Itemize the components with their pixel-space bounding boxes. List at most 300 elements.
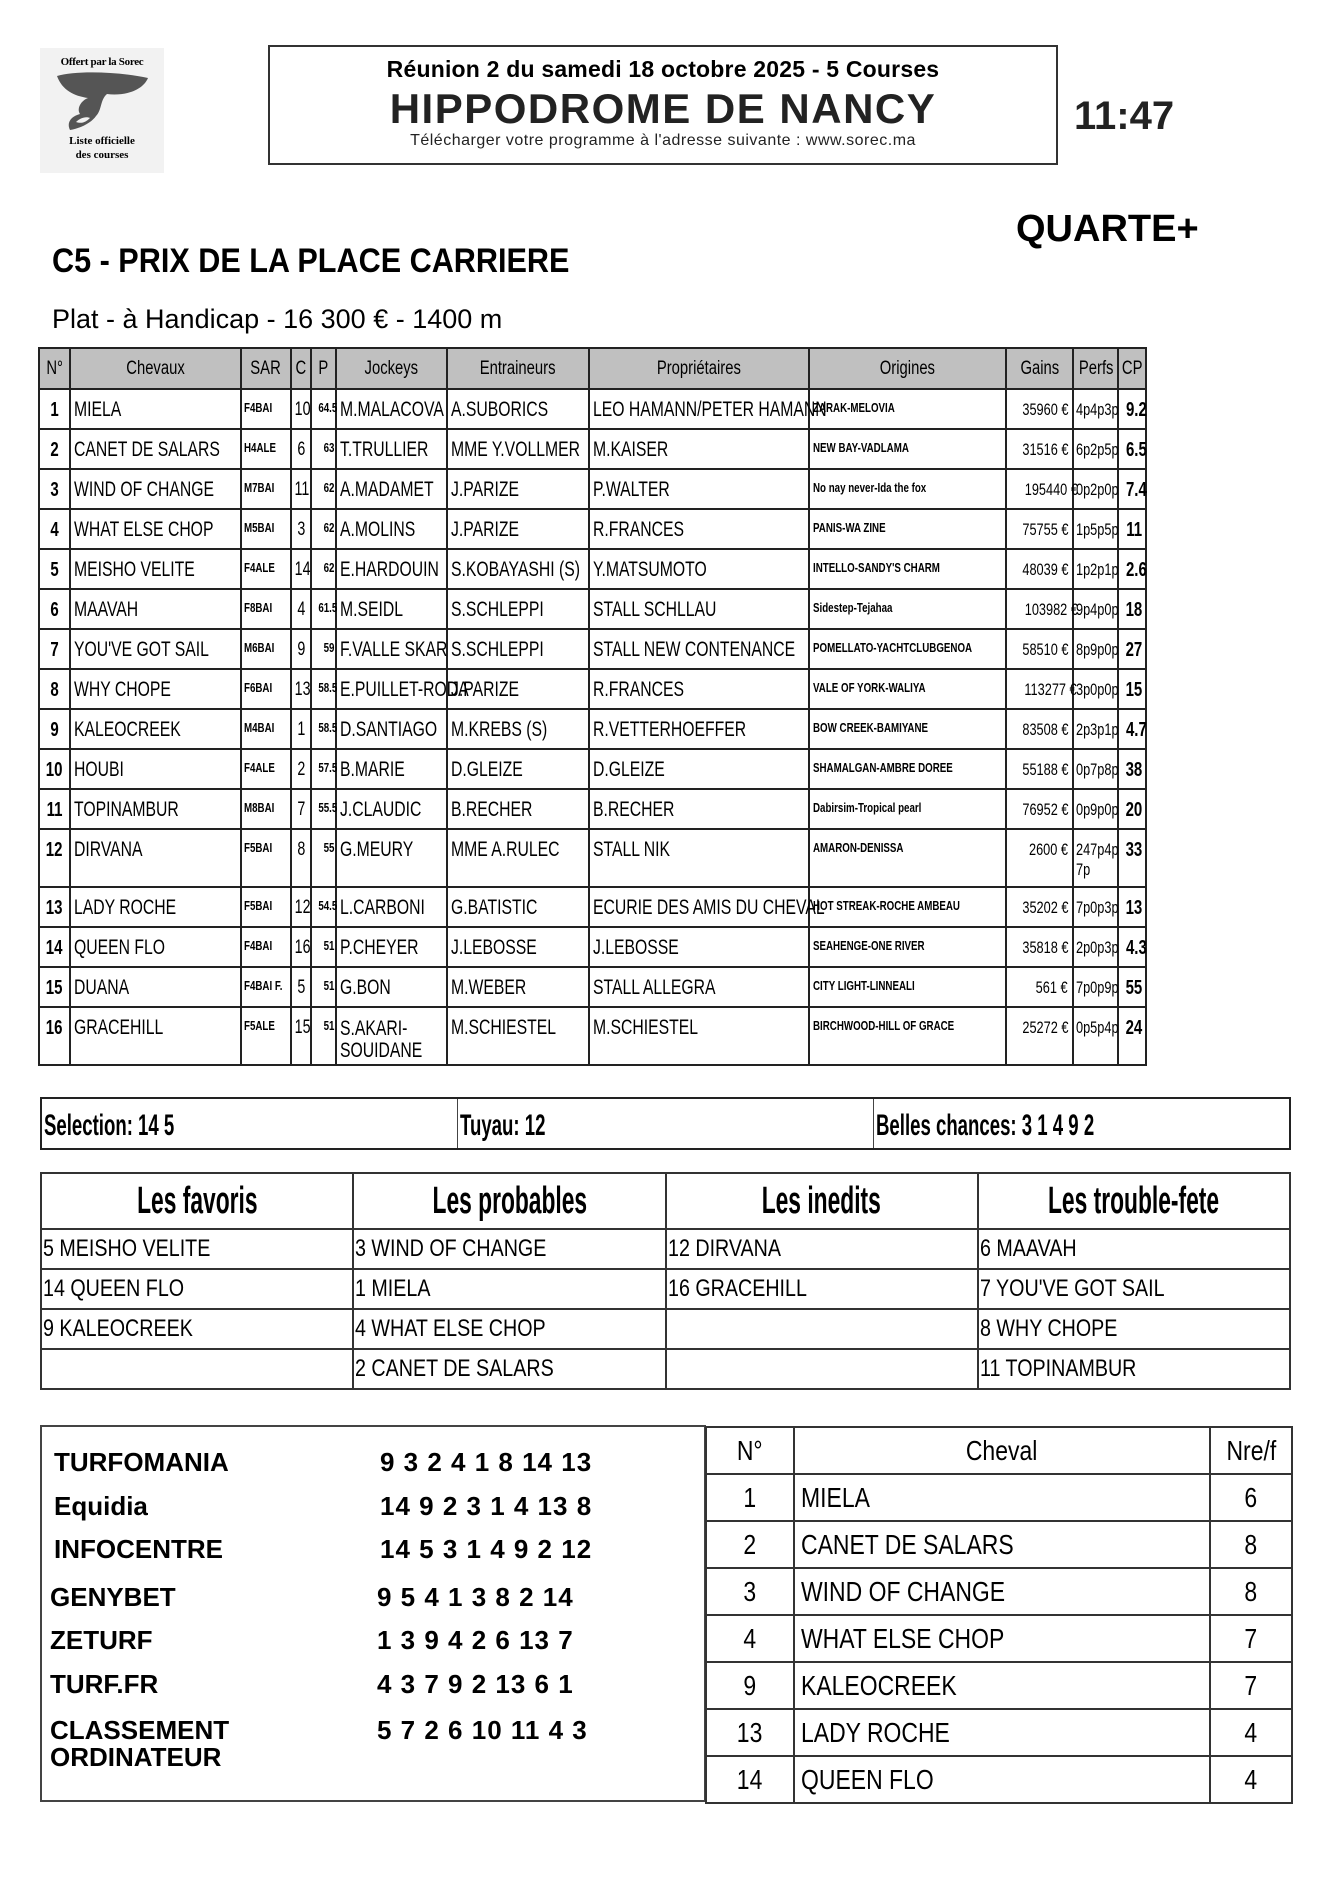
logo-top-text: Offert par la Sorec [60, 56, 144, 68]
press-source: ZETURF [50, 1625, 153, 1655]
citation-row [706, 1615, 1292, 1662]
runner-number-cell: 14 [39, 927, 70, 967]
citations-table [705, 1426, 1293, 1804]
press-source: GENYBET [50, 1582, 176, 1612]
cote-probable-cell: 9.2 [1118, 389, 1146, 429]
sex-age-coat-cell: F5BAI [241, 829, 291, 887]
citation-count: 4 [1210, 1709, 1292, 1756]
trainer-cell: MME Y.VOLLMER [447, 429, 589, 469]
trainer-cell: J.LEBOSSE [447, 927, 589, 967]
gains-cell: 48039 € [1006, 549, 1073, 589]
runner-row [39, 789, 1146, 829]
origins-cell: SEAHENGE-ONE RIVER [809, 927, 1006, 967]
inedit-cell: 16 GRACEHILL [666, 1269, 978, 1309]
press-numbers: 9 5 4 1 3 8 2 14 [377, 1582, 574, 1612]
origins-cell: BIRCHWOOD-HILL OF GRACE [809, 1007, 1006, 1065]
runner-row [39, 629, 1146, 669]
col-header-owner: Propriétaires [589, 348, 809, 389]
gains-cell: 561 € [1006, 967, 1073, 1007]
origins-cell: CITY LIGHT-LINNEALI [809, 967, 1006, 1007]
download-link-text: Télécharger votre programme à l'adresse suivante : www.sorec.ma [410, 132, 916, 149]
trainer-cell: A.SUBORICS [447, 389, 589, 429]
runner-row [39, 429, 1146, 469]
citation-horse: QUEEN FLO [794, 1756, 1210, 1803]
trainer-cell: M.SCHIESTEL [447, 1007, 589, 1065]
jockey-cell: F.VALLE SKAR [336, 629, 447, 669]
owner-cell: P.WALTER [589, 469, 809, 509]
favori-cell: 5 MEISHO VELITE [41, 1229, 353, 1269]
origins-cell: INTELLO-SANDY'S CHARM [809, 549, 1006, 589]
jockey-cell: D.SANTIAGO [336, 709, 447, 749]
owner-cell: D.GLEIZE [589, 749, 809, 789]
citation-count: 6 [1210, 1474, 1292, 1521]
citation-number: 9 [706, 1662, 794, 1709]
citations-header-count: Nre/f [1210, 1427, 1292, 1474]
gains-cell: 58510 € [1006, 629, 1073, 669]
sex-age-coat-cell: M8BAI [241, 789, 291, 829]
horse-name-cell: WIND OF CHANGE [70, 469, 241, 509]
citation-horse: WHAT ELSE CHOP [794, 1615, 1210, 1662]
col-header-jockey: Jockeys [336, 348, 447, 389]
citation-horse: WIND OF CHANGE [794, 1568, 1210, 1615]
jockey-cell: J.CLAUDIC [336, 789, 447, 829]
runner-number-cell: 8 [39, 669, 70, 709]
horse-name-cell: MAAVAH [70, 589, 241, 629]
owner-cell: STALL SCHLLAU [589, 589, 809, 629]
citation-horse: CANET DE SALARS [794, 1521, 1210, 1568]
sex-age-coat-cell: F4BAI [241, 927, 291, 967]
origins-cell: AMARON-DENISSA [809, 829, 1006, 887]
cote-probable-cell: 27 [1118, 629, 1146, 669]
perfs-cell: 1p2p1p [1073, 549, 1118, 589]
citation-count: 7 [1210, 1662, 1292, 1709]
owner-cell: R.FRANCES [589, 669, 809, 709]
cote-probable-cell: 7.4 [1118, 469, 1146, 509]
draw-cell: 5 [291, 967, 311, 1007]
citations-header-row [706, 1427, 1292, 1474]
picks-header-favoris: Les favoris [41, 1173, 353, 1229]
weight-cell: 62 [311, 509, 336, 549]
origins-cell: No nay never-Ida the fox [809, 469, 1006, 509]
origins-cell: BOW CREEK-BAMIYANE [809, 709, 1006, 749]
runner-row [39, 549, 1146, 589]
citations-header-horse: Cheval [794, 1427, 1210, 1474]
jockey-cell: B.MARIE [336, 749, 447, 789]
perfs-cell: 3p0p0p [1073, 669, 1118, 709]
sex-age-coat-cell: M4BAI [241, 709, 291, 749]
runner-number-cell: 16 [39, 1007, 70, 1065]
selection-cell: Selection: 14 5 [42, 1099, 458, 1148]
owner-cell: STALL NIK [589, 829, 809, 887]
draw-cell: 6 [291, 429, 311, 469]
jockey-cell: A.MOLINS [336, 509, 447, 549]
perfs-cell: 6p2p5p [1073, 429, 1118, 469]
draw-cell: 14 [291, 549, 311, 589]
gains-cell: 103982 € [1006, 589, 1073, 629]
owner-cell: M.KAISER [589, 429, 809, 469]
perfs-cell: 2p0p3p [1073, 927, 1118, 967]
horse-name-cell: WHAT ELSE CHOP [70, 509, 241, 549]
col-header-num: N° [39, 348, 70, 389]
meeting-info: Réunion 2 du samedi 18 octobre 2025 - 5 Courses [386, 56, 940, 82]
press-numbers: 5 7 2 6 10 11 4 3 [377, 1715, 588, 1745]
draw-cell: 8 [291, 829, 311, 887]
weight-cell: 62 [311, 469, 336, 509]
sex-age-coat-cell: F5BAI [241, 887, 291, 927]
gains-cell: 35960 € [1006, 389, 1073, 429]
cote-probable-cell: 6.5 [1118, 429, 1146, 469]
draw-cell: 11 [291, 469, 311, 509]
trainer-cell: J.PARIZE [447, 669, 589, 709]
col-header-perfs: Perfs [1073, 348, 1118, 389]
trainer-cell: G.BATISTIC [447, 887, 589, 927]
trainer-cell: B.RECHER [447, 789, 589, 829]
trainer-cell: M.KREBS (S) [447, 709, 589, 749]
press-numbers: 9 3 2 4 1 8 14 13 [380, 1447, 593, 1477]
citations-header-num: N° [706, 1427, 794, 1474]
runner-row [39, 669, 1146, 709]
race-title: C5 - PRIX DE LA PLACE CARRIERE [52, 242, 570, 280]
horse-name-cell: HOUBI [70, 749, 241, 789]
trainer-cell: D.GLEIZE [447, 749, 589, 789]
press-numbers: 14 9 2 3 1 4 13 8 [380, 1491, 593, 1521]
picks-header-inedits: Les inedits [666, 1173, 978, 1229]
jockey-cell: G.BON [336, 967, 447, 1007]
horse-name-cell: QUEEN FLO [70, 927, 241, 967]
jockey-cell: S.AKARI-SOUIDANE [336, 1007, 447, 1065]
press-source: Equidia [54, 1491, 148, 1521]
weight-cell: 51 [311, 1007, 336, 1065]
press-numbers: 14 5 3 1 4 9 2 12 [380, 1534, 593, 1564]
cote-probable-cell: 11 [1118, 509, 1146, 549]
runners-header-row [39, 348, 1146, 389]
perfs-cell: 4p4p3p [1073, 389, 1118, 429]
cote-probable-cell: 4.7 [1118, 709, 1146, 749]
press-numbers: 4 3 7 9 2 13 6 1 [377, 1669, 574, 1699]
probable-cell: 3 WIND OF CHANGE [353, 1229, 665, 1269]
draw-cell: 9 [291, 629, 311, 669]
runner-row [39, 469, 1146, 509]
col-header-horse: Chevaux [70, 348, 241, 389]
weight-cell: 62 [311, 549, 336, 589]
trainer-cell: S.SCHLEPPI [447, 629, 589, 669]
origins-cell: SHAMALGAN-AMBRE DOREE [809, 749, 1006, 789]
jockey-cell: E.HARDOUIN [336, 549, 447, 589]
gains-cell: 31516 € [1006, 429, 1073, 469]
citation-count: 7 [1210, 1615, 1292, 1662]
horse-name-cell: MIELA [70, 389, 241, 429]
sex-age-coat-cell: M7BAI [241, 469, 291, 509]
picks-row [41, 1269, 1290, 1309]
horse-name-cell: LADY ROCHE [70, 887, 241, 927]
picks-row [41, 1229, 1290, 1269]
citation-number: 14 [706, 1756, 794, 1803]
citation-count: 8 [1210, 1521, 1292, 1568]
gains-cell: 195440 € [1006, 469, 1073, 509]
citation-number: 1 [706, 1474, 794, 1521]
perfs-cell: 0p5p4p [1073, 1007, 1118, 1065]
horse-name-cell: YOU'VE GOT SAIL [70, 629, 241, 669]
col-header-cp: CP [1118, 348, 1146, 389]
draw-cell: 3 [291, 509, 311, 549]
jockey-cell: L.CARBONI [336, 887, 447, 927]
horse-name-cell: KALEOCREEK [70, 709, 241, 749]
trouble-fete-cell: 11 TOPINAMBUR [978, 1349, 1290, 1389]
perfs-cell: 0p9p0p [1073, 789, 1118, 829]
cote-probable-cell: 24 [1118, 1007, 1146, 1065]
weight-cell: 54.5 [311, 887, 336, 927]
picks-row [41, 1309, 1290, 1349]
origins-cell: HOT STREAK-ROCHE AMBEAU [809, 887, 1006, 927]
citation-count: 4 [1210, 1756, 1292, 1803]
horse-name-cell: GRACEHILL [70, 1007, 241, 1065]
col-header-c: C [291, 348, 311, 389]
gains-cell: 35202 € [1006, 887, 1073, 927]
perfs-cell: 0p2p0p [1073, 469, 1118, 509]
runner-row [39, 887, 1146, 927]
horse-name-cell: MEISHO VELITE [70, 549, 241, 589]
press-source: TURF.FR [50, 1669, 159, 1699]
origins-cell: Dabirsim-Tropical pearl [809, 789, 1006, 829]
sex-age-coat-cell: F8BAI [241, 589, 291, 629]
perfs-cell: 247p4p7p [1073, 829, 1118, 887]
horse-head-icon [52, 70, 152, 134]
citation-row [706, 1756, 1292, 1803]
sex-age-coat-cell: F5ALE [241, 1007, 291, 1065]
press-numbers: 1 3 9 4 2 6 13 7 [377, 1625, 574, 1655]
citation-horse: KALEOCREEK [794, 1662, 1210, 1709]
sex-age-coat-cell: M5BAI [241, 509, 291, 549]
weight-cell: 58.5 [311, 709, 336, 749]
horse-name-cell: WHY CHOPE [70, 669, 241, 709]
picks-header-row [41, 1173, 1290, 1229]
citation-row [706, 1662, 1292, 1709]
sorec-logo [40, 48, 164, 173]
venue-title: HIPPODROME DE NANCY [389, 85, 937, 132]
weight-cell: 55 [311, 829, 336, 887]
weight-cell: 55.5 [311, 789, 336, 829]
citation-count: 8 [1210, 1568, 1292, 1615]
citation-row [706, 1521, 1292, 1568]
cote-probable-cell: 4.3 [1118, 927, 1146, 967]
horse-name-cell: DUANA [70, 967, 241, 1007]
runner-number-cell: 4 [39, 509, 70, 549]
citation-number: 4 [706, 1615, 794, 1662]
tuyau-cell: Tuyau: 12 [458, 1099, 874, 1148]
origins-cell: POMELLATO-YACHTCLUBGENOA [809, 629, 1006, 669]
gains-cell: 76952 € [1006, 789, 1073, 829]
cote-probable-cell: 38 [1118, 749, 1146, 789]
sex-age-coat-cell: F4ALE [241, 749, 291, 789]
picks-table [40, 1172, 1291, 1390]
race-subtitle: Plat - à Handicap - 16 300 € - 1400 m [52, 304, 503, 334]
draw-cell: 16 [291, 927, 311, 967]
probable-cell: 2 CANET DE SALARS [353, 1349, 665, 1389]
perfs-cell: 1p5p5p [1073, 509, 1118, 549]
weight-cell: 57.5 [311, 749, 336, 789]
favori-cell [41, 1349, 353, 1389]
cote-probable-cell: 20 [1118, 789, 1146, 829]
col-header-sar: SAR [241, 348, 291, 389]
col-header-p: P [311, 348, 336, 389]
runners-table [38, 347, 1147, 1066]
press-source: TURFOMANIA [54, 1447, 229, 1477]
jockey-cell: E.PUILLET-RODA [336, 669, 447, 709]
gains-cell: 35818 € [1006, 927, 1073, 967]
weight-cell: 64.5 [311, 389, 336, 429]
horse-name-cell: CANET DE SALARS [70, 429, 241, 469]
owner-cell: STALL NEW CONTENANCE [589, 629, 809, 669]
cote-probable-cell: 33 [1118, 829, 1146, 887]
weight-cell: 63 [311, 429, 336, 469]
jockey-cell: T.TRULLIER [336, 429, 447, 469]
col-header-trainer: Entraineurs [447, 348, 589, 389]
probable-cell: 4 WHAT ELSE CHOP [353, 1309, 665, 1349]
logo-bottom-text-2: des courses [75, 149, 129, 161]
runner-row [39, 749, 1146, 789]
weight-cell: 51 [311, 927, 336, 967]
gains-cell: 113277 € [1006, 669, 1073, 709]
citation-row [706, 1568, 1292, 1615]
citation-number: 2 [706, 1521, 794, 1568]
runner-number-cell: 1 [39, 389, 70, 429]
jockey-cell: M.SEIDL [336, 589, 447, 629]
perfs-cell: 7p0p9p [1073, 967, 1118, 1007]
picks-header-trouble-fete: Les trouble-fete [978, 1173, 1290, 1229]
runner-number-cell: 5 [39, 549, 70, 589]
runner-row [39, 1007, 1146, 1065]
runner-number-cell: 2 [39, 429, 70, 469]
press-source: CLASSEMENT ORDINATEUR [50, 1715, 230, 1772]
trainer-cell: S.KOBAYASHI (S) [447, 549, 589, 589]
origins-cell: NEW BAY-VADLAMA [809, 429, 1006, 469]
sex-age-coat-cell: F6BAI [241, 669, 291, 709]
trainer-cell: S.SCHLEPPI [447, 589, 589, 629]
origins-cell: VALE OF YORK-WALIYA [809, 669, 1006, 709]
origins-cell: PANIS-WA ZINE [809, 509, 1006, 549]
perfs-cell: 7p0p3p [1073, 887, 1118, 927]
belles-chances-cell: Belles chances: 3 1 4 9 2 [876, 1109, 1095, 1142]
sex-age-coat-cell: F4BAI F. [241, 967, 291, 1007]
weight-cell: 58.5 [311, 669, 336, 709]
owner-cell: B.RECHER [589, 789, 809, 829]
inedit-cell: 12 DIRVANA [666, 1229, 978, 1269]
origins-cell: Sidestep-Tejahaa [809, 589, 1006, 629]
gains-cell: 2600 € [1006, 829, 1073, 887]
runner-number-cell: 9 [39, 709, 70, 749]
cote-probable-cell: 15 [1118, 669, 1146, 709]
citation-horse: MIELA [794, 1474, 1210, 1521]
runner-number-cell: 12 [39, 829, 70, 887]
runner-row [39, 709, 1146, 749]
col-header-gains: Gains [1006, 348, 1073, 389]
picks-header-probables: Les probables [353, 1173, 665, 1229]
sex-age-coat-cell: M6BAI [241, 629, 291, 669]
weight-cell: 59 [311, 629, 336, 669]
perfs-cell: 0p7p8p [1073, 749, 1118, 789]
citation-number: 3 [706, 1568, 794, 1615]
favori-cell: 9 KALEOCREEK [41, 1309, 353, 1349]
citation-row [706, 1709, 1292, 1756]
cote-probable-cell: 2.6 [1118, 549, 1146, 589]
horse-name-cell: TOPINAMBUR [70, 789, 241, 829]
runner-number-cell: 10 [39, 749, 70, 789]
gains-cell: 25272 € [1006, 1007, 1073, 1065]
trouble-fete-cell: 8 WHY CHOPE [978, 1309, 1290, 1349]
selection-bar [40, 1097, 1291, 1150]
jockey-cell: G.MEURY [336, 829, 447, 887]
owner-cell: R.VETTERHOEFFER [589, 709, 809, 749]
weight-cell: 51 [311, 967, 336, 1007]
draw-cell: 13 [291, 669, 311, 709]
trainer-cell: M.WEBER [447, 967, 589, 1007]
gains-cell: 75755 € [1006, 509, 1073, 549]
trainer-cell: MME A.RULEC [447, 829, 589, 887]
weight-cell: 61.5 [311, 589, 336, 629]
draw-cell: 15 [291, 1007, 311, 1065]
horse-name-cell: DIRVANA [70, 829, 241, 887]
runner-number-cell: 13 [39, 887, 70, 927]
logo-bottom-text-1: Liste officielle [69, 135, 135, 147]
owner-cell: Y.MATSUMOTO [589, 549, 809, 589]
press-source: INFOCENTRE [54, 1534, 223, 1564]
owner-cell: ECURIE DES AMIS DU CHEVAL [589, 887, 809, 927]
jockey-cell: A.MADAMET [336, 469, 447, 509]
draw-cell: 1 [291, 709, 311, 749]
meeting-header [268, 45, 1058, 165]
draw-cell: 7 [291, 789, 311, 829]
draw-cell: 4 [291, 589, 311, 629]
perfs-cell: 9p4p0p [1073, 589, 1118, 629]
cote-probable-cell: 18 [1118, 589, 1146, 629]
inedit-cell [666, 1309, 978, 1349]
picks-row [41, 1349, 1290, 1389]
draw-cell: 10 [291, 389, 311, 429]
runner-row [39, 389, 1146, 429]
trouble-fete-cell: 7 YOU'VE GOT SAIL [978, 1269, 1290, 1309]
cote-probable-cell: 13 [1118, 887, 1146, 927]
trainer-cell: J.PARIZE [447, 509, 589, 549]
jockey-cell: M.MALACOVA [336, 389, 447, 429]
runner-row [39, 927, 1146, 967]
runner-number-cell: 3 [39, 469, 70, 509]
race-time: 11:47 [1074, 94, 1175, 138]
col-header-origins: Origines [809, 348, 1006, 389]
runner-number-cell: 15 [39, 967, 70, 1007]
cote-probable-cell: 55 [1118, 967, 1146, 1007]
inedit-cell [666, 1349, 978, 1389]
owner-cell: LEO HAMANN/PETER HAMANN [589, 389, 809, 429]
owner-cell: J.LEBOSSE [589, 927, 809, 967]
gains-cell: 55188 € [1006, 749, 1073, 789]
perfs-cell: 2p3p1p [1073, 709, 1118, 749]
sex-age-coat-cell: H4ALE [241, 429, 291, 469]
citation-row [706, 1474, 1292, 1521]
owner-cell: STALL ALLEGRA [589, 967, 809, 1007]
runner-row [39, 967, 1146, 1007]
press-picks-box [40, 1425, 706, 1802]
runner-number-cell: 7 [39, 629, 70, 669]
jockey-cell: P.CHEYER [336, 927, 447, 967]
bet-type: QUARTE+ [1016, 208, 1199, 250]
runner-row [39, 829, 1146, 887]
draw-cell: 2 [291, 749, 311, 789]
gains-cell: 83508 € [1006, 709, 1073, 749]
draw-cell: 12 [291, 887, 311, 927]
owner-cell: R.FRANCES [589, 509, 809, 549]
sex-age-coat-cell: F4BAI [241, 389, 291, 429]
owner-cell: M.SCHIESTEL [589, 1007, 809, 1065]
